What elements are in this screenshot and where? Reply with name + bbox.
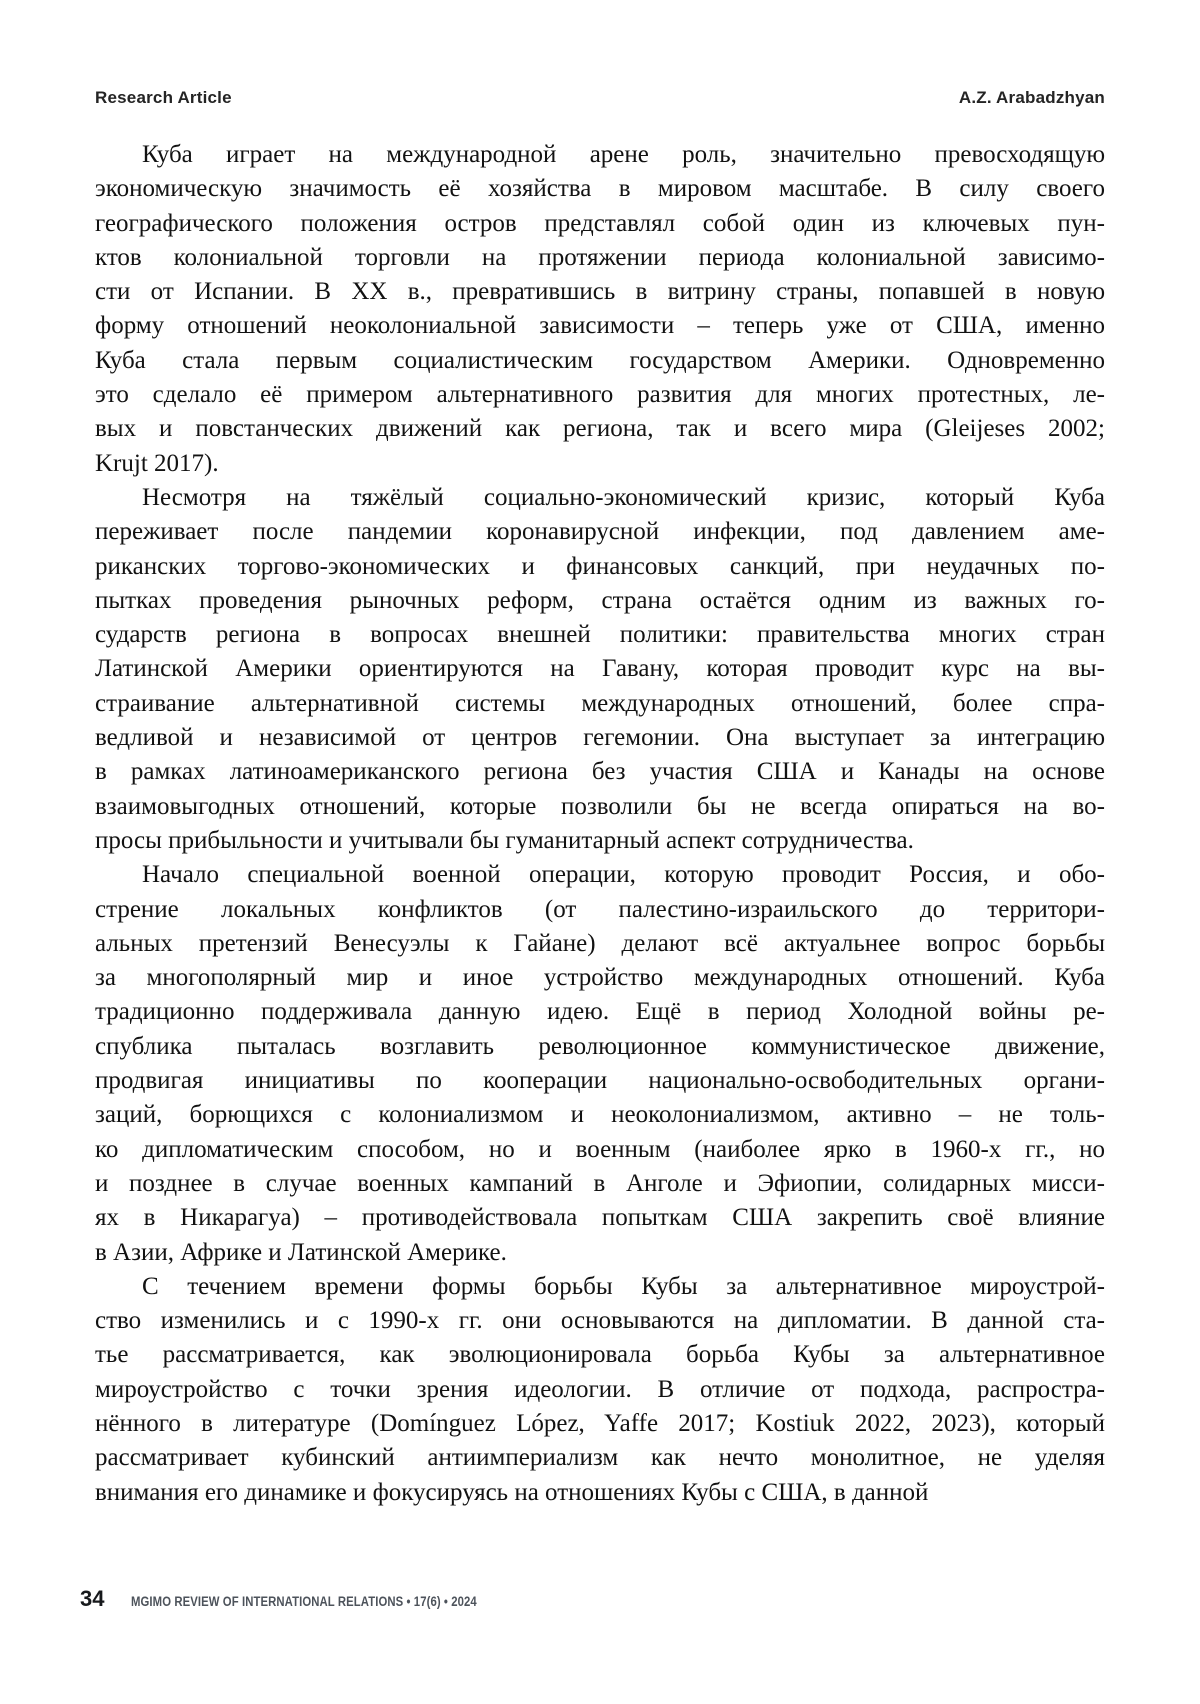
text-line: сти от Испании. В XX в., превратившись в витрину страны, попавшей в новую bbox=[95, 278, 1105, 306]
text-line: риканских торгово-экономических и финансовых санкций, при неудачных по- bbox=[95, 552, 1105, 580]
text-line: ведливой и независимой от центров гегемонии. Она выступает за интеграцию bbox=[95, 724, 1105, 752]
article-type-label: Research Article bbox=[95, 88, 232, 107]
text-line: просы прибыльности и учитывали бы гуманитарный аспект сотрудничества. bbox=[95, 826, 914, 854]
author-name: A.Z. Arabadzhyan bbox=[958, 88, 1105, 107]
paragraph bbox=[95, 138, 1105, 481]
text-line: взаимовыгодных отношений, которые позволили бы не всегда опираться на во- bbox=[95, 792, 1105, 820]
text-line: рассматривает кубинский антиимпериализм как нечто монолитное, не уделяя bbox=[95, 1444, 1105, 1472]
text-line: Несмотря на тяжёлый социально-экономический кризис, который Куба bbox=[142, 483, 1105, 511]
text-line: ство изменились и с 1990-х гг. они основываются на дипломатии. В данной ста- bbox=[95, 1307, 1105, 1335]
paragraph bbox=[95, 1270, 1105, 1510]
text-line: географического положения остров представлял собой один из ключевых пун- bbox=[95, 209, 1105, 237]
text-line: форму отношений неоколониальной зависимости – теперь уже от США, именно bbox=[95, 312, 1105, 340]
text-line: нённого в литературе (Domínguez López, Yaffe 2017; Kostiuk 2022, 2023), который bbox=[95, 1409, 1105, 1437]
text-line: ко дипломатическим способом, но и военным (наиболее ярко в 1960-х гг., но bbox=[95, 1135, 1105, 1163]
text-line: стрение локальных конфликтов (от палестино-израильского до территори- bbox=[95, 895, 1105, 923]
text-line: ях в Никарагуа) – противодействовала попыткам США закрепить своё влияние bbox=[95, 1204, 1105, 1232]
page-number: 34 bbox=[80, 1586, 105, 1611]
text-line: Krujt 2017). bbox=[95, 449, 219, 477]
text-line: ктов колониальной торговли на протяжении периода колониальной зависимо- bbox=[95, 243, 1105, 271]
text-line: страивание альтернативной системы международных отношений, более спра- bbox=[95, 689, 1105, 717]
text-line: вых и повстанческих движений как региона, так и всего мира (Gleijeses 2002; bbox=[95, 415, 1105, 443]
text-line: Латинской Америки ориентируются на Гавану, которая проводит курс на вы- bbox=[95, 655, 1105, 683]
text-line: продвигая инициативы по кооперации национально-освободительных органи- bbox=[95, 1067, 1105, 1095]
text-line: это сделало её примером альтернативного развития для многих протестных, ле- bbox=[95, 381, 1105, 409]
text-line: спублика пыталась возглавить революционное коммунистическое движение, bbox=[95, 1032, 1105, 1060]
text-line: внимания его динамике и фокусируясь на отношениях Кубы с США, в данной bbox=[95, 1478, 929, 1506]
paragraph bbox=[95, 858, 1105, 1270]
text-line: переживает после пандемии коронавирусной инфекции, под давлением аме- bbox=[95, 518, 1105, 546]
text-line: сударств региона в вопросах внешней политики: правительства многих стран bbox=[95, 621, 1105, 649]
text-line: заций, борющихся с колониализмом и неоколониализмом, активно – не толь- bbox=[95, 1101, 1105, 1129]
text-line: Куба играет на международной арене роль, значительно превосходящую bbox=[142, 141, 1105, 168]
text-line: в рамках латиноамериканского региона без участия США и Канады на основе bbox=[95, 758, 1105, 786]
text-line: и позднее в случае военных кампаний в Анголе и Эфиопии, солидарных мисси- bbox=[95, 1169, 1105, 1197]
text-line: Начало специальной военной операции, которую проводит Россия, и обо- bbox=[142, 861, 1105, 889]
journal-name: MGIMO REVIEW OF INTERNATIONAL RELATIONS • 17(6) • 2024 bbox=[131, 1594, 478, 1609]
text-line: экономическую значимость её хозяйства в мировом масштабе. В силу своего bbox=[95, 175, 1105, 203]
page-header bbox=[95, 88, 1105, 108]
text-line: С течением времени формы борьбы Кубы за альтернативное мироустрой- bbox=[142, 1272, 1105, 1300]
text-line: традиционно поддерживала данную идею. Ещё в период Холодной войны ре- bbox=[95, 998, 1105, 1026]
text-line: мироустройство с точки зрения идеологии. В отличие от подхода, распростра- bbox=[95, 1375, 1105, 1403]
text-line: Куба стала первым социалистическим государством Америки. Одновременно bbox=[95, 346, 1105, 374]
text-line: пытках проведения рыночных реформ, страна остаётся одним из важных го- bbox=[95, 586, 1105, 614]
article-body bbox=[95, 138, 1105, 1510]
text-line: в Азии, Африке и Латинской Америке. bbox=[95, 1238, 507, 1266]
text-line: за многополярный мир и иное устройство международных отношений. Куба bbox=[95, 964, 1105, 992]
paragraph bbox=[95, 481, 1105, 858]
page-footer bbox=[80, 1586, 543, 1612]
text-line: тье рассматривается, как эволюционировала борьба Кубы за альтернативное bbox=[95, 1341, 1105, 1369]
text-line: альных претензий Венесуэлы к Гайане) делают всё актуальнее вопрос борьбы bbox=[95, 929, 1105, 957]
